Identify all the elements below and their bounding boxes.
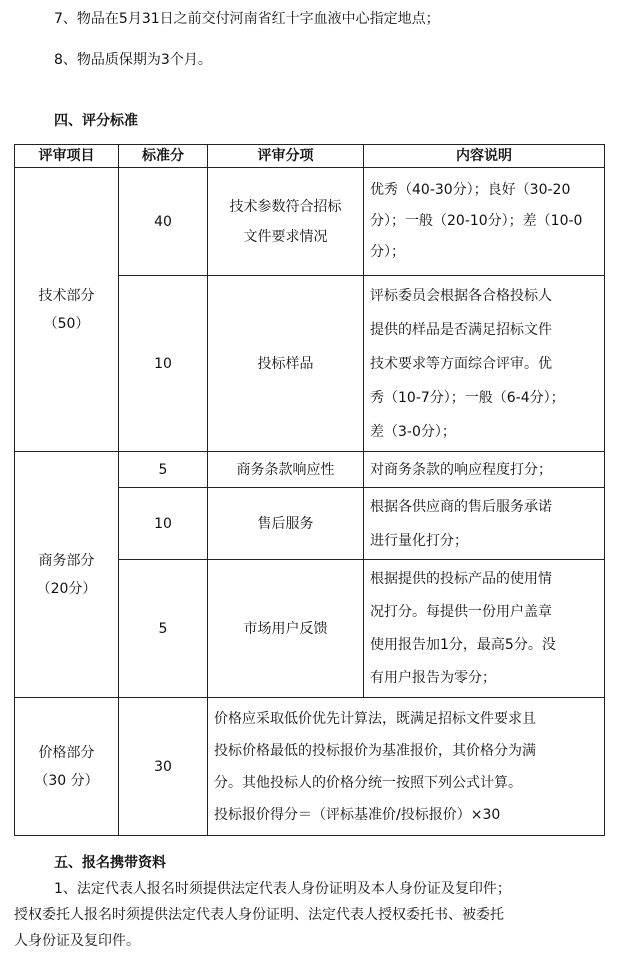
- description-line: 评标委员会根据各合格投标人: [370, 287, 552, 304]
- score-cell: 40: [119, 168, 208, 276]
- description-line: 提供的样品是否满足招标文件: [370, 321, 552, 338]
- description-line: 差（3-0分）；: [370, 423, 456, 440]
- subitem-cell: [208, 168, 364, 276]
- description-line: 秀（10-7分）；一般（6-4分）；: [370, 389, 565, 406]
- description-line: 价格应采取低价优先计算法，既满足招标文件要求且: [214, 710, 536, 727]
- description-cell: [364, 168, 605, 276]
- group-price: [15, 698, 119, 836]
- subitem-cell: 投标样品: [208, 276, 364, 452]
- table-header-row: [15, 145, 605, 168]
- description-cell: [364, 488, 605, 560]
- subitem-cell: 商务条款响应性: [208, 452, 364, 488]
- group-technical: [15, 168, 119, 452]
- group-technical-name: 技术部分: [38, 287, 95, 304]
- header-content-description: 内容说明: [364, 145, 605, 168]
- description-line: 投标价格最低的投标报价为基准报价，其价格分为满: [214, 742, 536, 759]
- intro-item-8: 8、物品质保期为3个月。: [54, 52, 212, 68]
- subitem-line: 文件要求情况: [243, 228, 328, 245]
- price-description-cell: [208, 698, 605, 836]
- description-line: 况打分。每提供一份用户盖章: [370, 603, 552, 620]
- group-business-name: 商务部分: [38, 552, 95, 569]
- group-business-points: （20分）: [36, 580, 97, 597]
- description-line: 技术要求等方面综合评审。优: [370, 355, 552, 372]
- intro-item-7: 7、物品在5月31日之前交付河南省红十字血液中心指定地点；: [54, 11, 440, 27]
- group-business: [15, 452, 119, 698]
- description-cell: [364, 276, 605, 452]
- description-line: 根据提供的投标产品的使用情: [370, 570, 552, 587]
- description-line: 有用户报告为零分；: [370, 669, 496, 686]
- description-cell: [364, 560, 605, 698]
- section-4-title: 四、评分标准: [54, 113, 138, 129]
- group-price-points: （30 分）: [34, 772, 99, 789]
- paragraph-line: 人身份证及复印件。: [14, 933, 140, 949]
- table-row: [15, 698, 605, 836]
- score-cell: 5: [119, 560, 208, 698]
- table-row: [15, 452, 605, 488]
- description-line: 根据各供应商的售后服务承诺: [370, 498, 552, 515]
- table-row: [15, 168, 605, 276]
- description-line: 进行量化打分；: [370, 532, 468, 549]
- scoring-table: [14, 144, 605, 836]
- header-standard-score: 标准分: [119, 145, 208, 168]
- score-cell: 5: [119, 452, 208, 488]
- paragraph-line: 1、法定代表人报名时须提供法定代表人身份证明及本人身份证及复印件；: [54, 881, 511, 897]
- subitem-cell: 售后服务: [208, 488, 364, 560]
- subitem-cell: 市场用户反馈: [208, 560, 364, 698]
- score-cell: 10: [119, 488, 208, 560]
- score-cell: 10: [119, 276, 208, 452]
- description-line: 投标报价得分＝（评标基准价/投标报价）×30: [214, 806, 501, 823]
- description-line: 分）；一般（20-10分）；差（10-0: [370, 213, 583, 229]
- group-price-name: 价格部分: [38, 744, 95, 761]
- description-line: 分）；: [370, 244, 405, 260]
- score-cell: 30: [119, 698, 208, 836]
- description-line: 使用报告加1分，最高5分。没: [370, 636, 556, 653]
- paragraph-line: 授权委托人报名时须提供法定代表人身份证明、法定代表人授权委托书、被委托: [14, 907, 504, 923]
- header-review-subitem: 评审分项: [208, 145, 364, 168]
- subitem-line: 技术参数符合招标: [229, 198, 342, 215]
- description-line: 优秀（40-30分）；良好（30-20: [370, 182, 571, 198]
- section-5-title: 五、报名携带资料: [54, 855, 166, 871]
- section-5-paragraph: [14, 876, 604, 954]
- header-review-item: 评审项目: [15, 145, 119, 168]
- group-technical-points: （50）: [43, 315, 90, 332]
- description-line: 分。其他投标人的价格分统一按照下列公式计算。: [214, 774, 522, 791]
- description-cell: 对商务条款的响应程度打分；: [364, 452, 605, 488]
